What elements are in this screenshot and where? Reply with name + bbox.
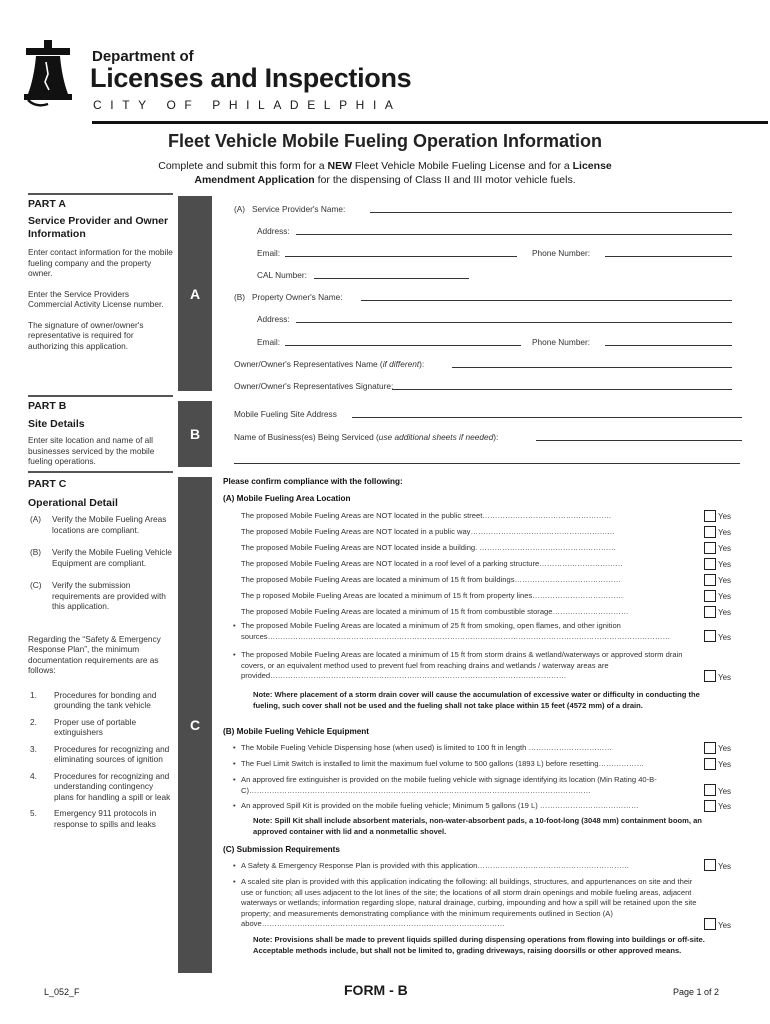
- rep-name-label: [234, 359, 424, 369]
- form-code: L_052_F: [44, 987, 80, 997]
- item-b3: • An approved fire extinguisher is provided on the mobile fueling vehicle with signage identifying its location (Min Rating 40-B-C)………………………………………………………………………………………………………………………: [241, 775, 701, 796]
- item-a8: • The proposed Mobile Fueling Areas are located a minimum of 25 ft from smoking, open flames, and other ignition sources……………………………………………………………………………………………………………………………………………: [241, 621, 701, 642]
- part-c-check-number: (B): [30, 547, 42, 557]
- intro-new: NEW: [327, 160, 352, 172]
- yes-b4: Yes: [718, 802, 732, 811]
- requirement-item: [28, 771, 173, 803]
- business-italic: use additional sheets if needed: [378, 432, 494, 442]
- part-b-description: [28, 400, 173, 467]
- yes-a8: Yes: [718, 633, 732, 642]
- checkbox-a2[interactable]: [704, 526, 716, 538]
- requirement-number: 3.: [30, 743, 37, 754]
- part-b-heading: PART B: [28, 400, 67, 412]
- part-c-check-text: Verify the submission requirements are provided with this application.: [52, 580, 166, 611]
- intro-text: [120, 159, 650, 187]
- part-a-desc-2: Enter the Service Providers Commercial Activity License number.: [28, 288, 164, 309]
- yes-a9: Yes: [718, 673, 732, 682]
- part-c-check-item: [28, 547, 173, 568]
- checkbox-b2[interactable]: [704, 758, 716, 770]
- section-b-heading: (B) Mobile Fueling Vehicle Equipment: [223, 727, 370, 736]
- address-field-2[interactable]: [296, 314, 732, 323]
- yes-b2: Yes: [718, 760, 732, 769]
- part-c-bar: C: [178, 477, 212, 973]
- part-a-heading: PART A: [28, 198, 66, 210]
- checkbox-a7[interactable]: [704, 606, 716, 618]
- checkbox-c2[interactable]: [704, 918, 716, 930]
- page-number: Page 1 of 2: [673, 987, 720, 997]
- rep-name-end: ):: [419, 359, 425, 369]
- business-served-field-2[interactable]: [234, 455, 740, 464]
- checkbox-a6[interactable]: [704, 590, 716, 602]
- rep-name-italic: if different: [382, 359, 420, 369]
- requirement-item: [28, 690, 173, 711]
- note-a: Note: Where placement of a storm drain cover will cause the accumulation of excessive water or difficulty in conducting the fueling, such cover shall not be used and the fueling shall not take place within 15 feet (4572 mm) of a drain.: [253, 690, 700, 710]
- yes-label: Yes: [718, 512, 732, 521]
- part-c-description: [28, 478, 173, 835]
- yes-b1: Yes: [718, 744, 732, 753]
- part-c-requirements: [28, 690, 173, 830]
- section-a-item: • The proposed Mobile Fueling Areas are NOT located inside a building. ………………………………………………: [241, 543, 701, 554]
- part-c-checks: [28, 514, 173, 612]
- part-a-separator: [28, 193, 173, 195]
- service-provider-name-label: Service Provider's Name:: [251, 204, 346, 214]
- yes-label: Yes: [718, 528, 732, 537]
- item-a9: • The proposed Mobile Fueling Areas are located a minimum of 15 ft from storm drains & wetland/waterways or approved storm drain covers, or an equivalent method used to prevent fuel from reaching drains and wetlands / waterway areas are provided………………………………………………………………………………………………………: [241, 650, 701, 682]
- item-c2: • A scaled site plan is provided with this application indicating the following: all buildings, structures, and appurtenances on site and their use or function; all uses adjacent to the lot lines of the site; the locations of all storm drain openings and mobile fueling areas, adjacent waterways or wetlands; information regarding slope, natural drainage, curbing, impounding and how a spill will be retained upon the site property; and measurements demonstrating compliance with the minimum requirements outlined in Section (A) above……………………………………………………………………………………: [241, 877, 701, 930]
- cal-number-label: CAL Number:: [257, 270, 307, 280]
- part-a-desc-3: The signature of owner/owner's representative is required for authorizing this application.: [28, 319, 144, 351]
- section-a-item: • The proposed Mobile Fueling Areas are located a minimum of 15 ft from combustible storage…………………………: [241, 607, 701, 618]
- business-served-label: [234, 432, 498, 442]
- item-c1: • A Safety & Emergency Response Plan is provided with this application……………………………………………………: [241, 861, 701, 872]
- checkbox-b3[interactable]: [704, 784, 716, 796]
- liberty-bell-logo-icon: [22, 38, 74, 110]
- checkbox-a5[interactable]: [704, 574, 716, 586]
- property-owner-name-label: Property Owner's Name:: [251, 292, 343, 302]
- property-owner-name-field[interactable]: [361, 292, 732, 301]
- address-label: Address:: [257, 226, 290, 236]
- part-b-desc: Enter site location and name of all businesses serviced by the mobile fueling operations.: [28, 435, 155, 466]
- yes-label: Yes: [718, 608, 732, 617]
- item-b4: • An approved Spill Kit is provided on the mobile fueling vehicle; Minimum 5 gallons (19 L) …………………………………: [241, 801, 701, 812]
- requirement-text: Proper use of portable extinguishers: [54, 716, 137, 737]
- phone-field-2[interactable]: [605, 337, 732, 346]
- header-rule: [92, 121, 768, 124]
- part-a-bar: A: [178, 196, 212, 391]
- part-c-check-item: [28, 580, 173, 612]
- confirm-heading: Please confirm compliance with the following:: [223, 477, 403, 486]
- rep-name-text: Owner/Owner's Representatives Name (: [234, 359, 383, 369]
- page-title: Fleet Vehicle Mobile Fueling Operation Information: [167, 131, 603, 151]
- email-label-2: Email:: [257, 337, 281, 347]
- yes-c1: Yes: [718, 862, 732, 871]
- address-field[interactable]: [296, 226, 732, 235]
- header: [20, 30, 750, 125]
- checkbox-a1[interactable]: [704, 510, 716, 522]
- note-c: Note: Provisions shall be made to prevent liquids spilled during dispensing operations from flowing into buildings or off-site. Acceptable methods include, but shall not be limited to, grading driveways, raising doorsills or other approved means.: [253, 935, 705, 955]
- label-a: (A): [234, 204, 246, 214]
- city-name: CITY OF PHILADELPHIA: [93, 98, 402, 112]
- item-b1: • The Mobile Fueling Vehicle Dispensing hose (when used) is limited to 100 ft in length ……………………………: [241, 743, 701, 754]
- yes-label: Yes: [718, 592, 732, 601]
- phone-label-2: Phone Number:: [532, 337, 591, 347]
- rep-signature-field[interactable]: [392, 381, 732, 390]
- yes-label: Yes: [718, 560, 732, 569]
- yes-c2: Yes: [718, 921, 732, 930]
- section-c-heading: (C) Submission Requirements: [223, 845, 340, 854]
- part-c-regarding: Regarding the “Safety & Emergency Response Plan”, the minimum documentation requirements are as follows:: [28, 633, 161, 675]
- service-provider-name-field[interactable]: [370, 204, 732, 213]
- yes-label: Yes: [718, 544, 732, 553]
- checkbox-a8[interactable]: [704, 630, 716, 642]
- requirement-number: 2.: [30, 716, 37, 727]
- site-address-field[interactable]: [352, 409, 742, 418]
- property-owner-row: [234, 292, 343, 302]
- requirement-text: Procedures for recognizing and eliminating sources of ignition: [54, 743, 170, 764]
- service-provider-row: [234, 204, 345, 214]
- part-c-subheading: Operational Detail: [28, 497, 118, 509]
- requirement-number: 5.: [30, 808, 37, 818]
- section-a-item: • The proposed Mobile Fueling Areas are NOT located in a public way…………………………………………………: [241, 527, 701, 538]
- label-b: (B): [234, 292, 246, 302]
- email-field-2[interactable]: [285, 337, 521, 346]
- checkbox-a4[interactable]: [704, 558, 716, 570]
- part-c-heading: PART C: [28, 478, 67, 490]
- yes-b3: Yes: [718, 787, 732, 796]
- part-a-desc-1: Enter contact information for the mobile fueling company and the property owner.: [28, 247, 173, 278]
- requirement-number: 1.: [30, 689, 37, 700]
- rep-signature-label: Owner/Owner's Representatives Signature:: [234, 381, 394, 391]
- item-b2: • The Fuel Limit Switch is installed to limit the maximum fuel volume to 500 gallons (1893 L) before resetting………………: [241, 759, 701, 770]
- cal-number-field[interactable]: [314, 270, 469, 279]
- email-field[interactable]: [285, 248, 517, 257]
- note-b: Note: Spill Kit shall include absorbent materials, non-water-absorbent pads, a 10-foot-long (3048 mm) containment boom, an approved container with lid and a nonmetallic shovel.: [253, 816, 702, 836]
- email-label: Email:: [257, 248, 281, 258]
- site-address-label: Mobile Fueling Site Address: [234, 409, 337, 419]
- section-a-item: • The proposed Mobile Fueling Areas are NOT located in a roof level of a parking structure……………………………: [241, 559, 701, 570]
- requirement-item: [28, 717, 173, 738]
- section-a-item: • The proposed Mobile Fueling Areas are NOT located in the public street……………………………………………: [241, 511, 701, 522]
- phone-field[interactable]: [605, 248, 732, 257]
- rep-name-field[interactable]: [452, 359, 732, 368]
- part-c-check-text: Verify the Mobile Fueling Areas locations are compliant.: [52, 514, 167, 535]
- part-c-check-item: [28, 514, 173, 535]
- part-b-separator: [28, 395, 173, 397]
- intro-pre: Complete and submit this form for a: [158, 160, 328, 172]
- part-a-subheading: Service Provider and Owner Information: [28, 215, 169, 240]
- requirement-text: Procedures for recognizing and understanding contingency plans for handling a spill or leak: [54, 770, 171, 802]
- checkbox-c1[interactable]: [704, 859, 716, 871]
- yes-label: Yes: [718, 576, 732, 585]
- requirement-item: [28, 808, 173, 829]
- form-name: FORM - B: [344, 982, 408, 998]
- intro-mid: Fleet Vehicle Mobile Fueling License and for a: [352, 160, 573, 172]
- phone-label: Phone Number:: [532, 248, 591, 258]
- business-text: Name of Business(es) Being Serviced (: [234, 432, 379, 442]
- part-c-check-number: (A): [30, 514, 42, 524]
- part-c-separator: [28, 471, 173, 473]
- checkbox-b4[interactable]: [704, 800, 716, 812]
- business-served-field[interactable]: [536, 432, 742, 441]
- business-end: ):: [493, 432, 499, 442]
- part-a-description: [28, 198, 173, 351]
- dept-name: Licenses and Inspections: [90, 63, 412, 93]
- dept-of-text: Department of: [92, 48, 194, 65]
- section-a-item: • The proposed Mobile Fueling Areas are located a minimum of 15 ft from buildings……………………………………: [241, 575, 701, 586]
- checkbox-a3[interactable]: [704, 542, 716, 554]
- checkbox-a9[interactable]: [704, 670, 716, 682]
- part-b-subheading: Site Details: [28, 418, 85, 430]
- intro-amend: Amendment Application: [194, 174, 315, 186]
- section-a-item: • The p roposed Mobile Fueling Areas are located a minimum of 15 ft from property lines………………………………: [241, 591, 701, 602]
- intro-license: License: [572, 160, 612, 172]
- checkbox-b1[interactable]: [704, 742, 716, 754]
- address-label-2: Address:: [257, 314, 290, 324]
- requirement-number: 4.: [30, 770, 37, 781]
- requirement-text: Emergency 911 protocols in response to spills and leaks: [54, 808, 157, 829]
- requirement-item: [28, 744, 173, 765]
- part-c-check-text: Verify the Mobile Fueling Vehicle Equipment are compliant.: [52, 547, 172, 568]
- intro-post: for the dispensing of Class II and III motor vehicle fuels.: [314, 174, 576, 186]
- part-b-bar: B: [178, 401, 212, 467]
- part-c-check-number: (C): [30, 580, 42, 590]
- section-a-heading: (A) Mobile Fueling Area Location: [223, 494, 351, 503]
- requirement-text: Procedures for bonding and grounding the tank vehicle: [54, 689, 157, 710]
